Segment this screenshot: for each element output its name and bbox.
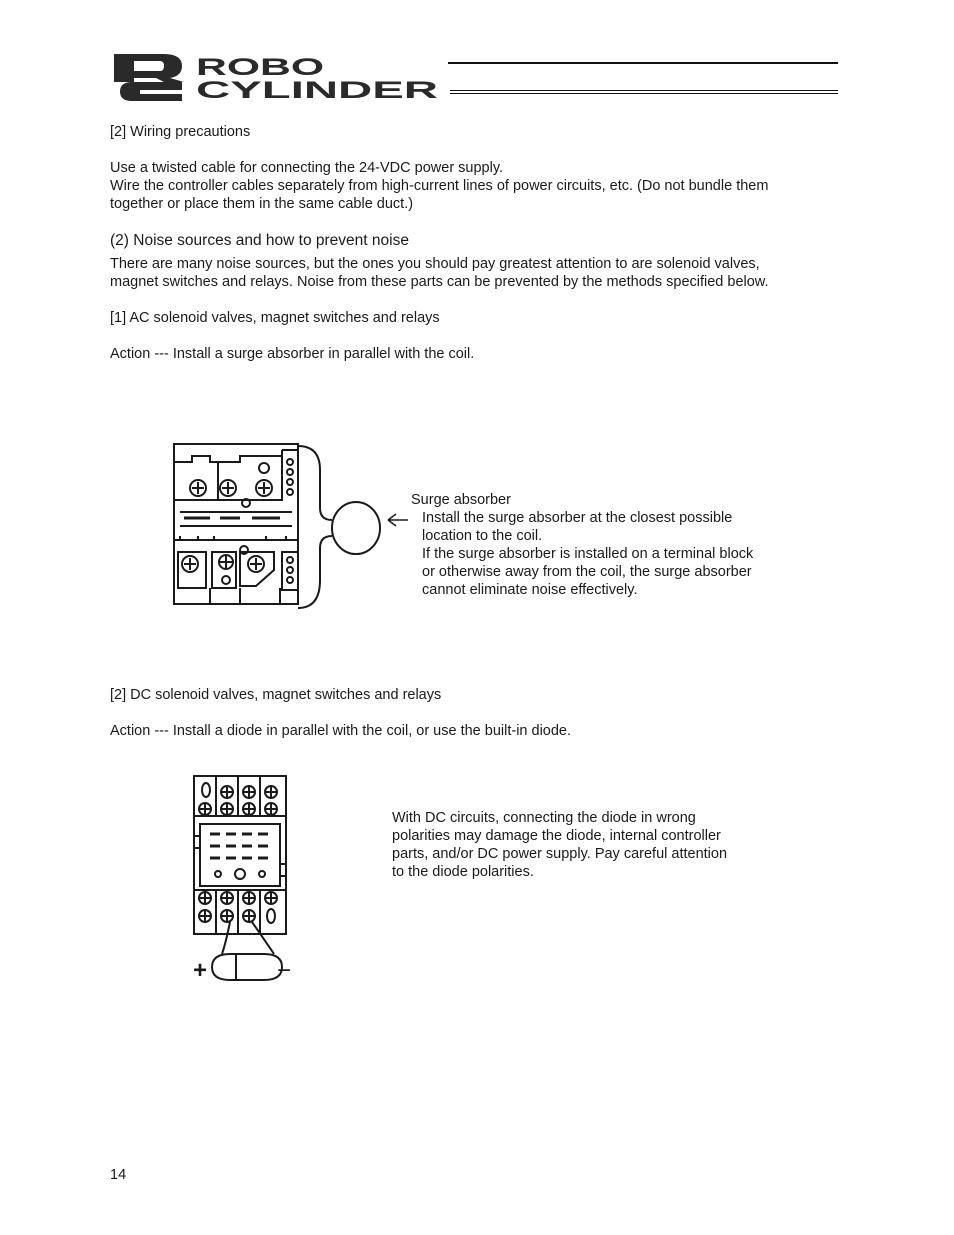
surge-absorber-note-line-3: If the surge absorber is installed on a terminal block — [422, 546, 754, 562]
ac-section-title: [1] AC solenoid valves, magnet switches and relays — [110, 310, 440, 326]
wiring-text-line-1: Use a twisted cable for connecting the 24-VDC power supply. — [110, 160, 504, 176]
minus-sign: − — [277, 957, 292, 984]
noise-text-line-1: There are many noise sources, but the ones you should pay greatest attention to are solenoid valves, — [110, 256, 760, 272]
dc-note-line-1: With DC circuits, connecting the diode in wrong — [392, 810, 696, 826]
dc-note-line-4: to the diode polarities. — [392, 864, 534, 880]
page-number: 14 — [110, 1167, 127, 1183]
surge-absorber-note-line-2: location to the coil. — [422, 528, 543, 544]
surge-absorber-note-line-1: Install the surge absorber at the closest possible — [422, 510, 733, 526]
header-rule-top — [448, 62, 838, 64]
dc-section-title: [2] DC solenoid valves, magnet switches and relays — [110, 687, 442, 703]
header-rule-double-a — [450, 90, 838, 91]
dc-note-line-2: polarities may damage the diode, internal controller — [392, 828, 721, 844]
dc-relay-with-diode-diagram — [190, 772, 300, 984]
header-rule-double-b — [450, 93, 838, 94]
wiring-text-line-2: Wire the controller cables separately from high-current lines of power circuits, etc. (Do not bundle them — [110, 178, 769, 194]
surge-absorber-note-line-5: cannot eliminate noise effectively. — [422, 582, 638, 598]
robo-cylinder-logo — [112, 52, 442, 102]
logo-text-cylinder: CYLINDER — [196, 77, 438, 102]
logo-text-robo: ROBO — [196, 54, 324, 81]
ac-relay-with-surge-absorber-diagram — [170, 440, 385, 615]
left-arrow-icon — [386, 511, 410, 529]
rc-logo-mark — [114, 54, 184, 101]
dc-note-line-3: parts, and/or DC power supply. Pay careful attention — [392, 846, 728, 862]
surge-absorber-label: Surge absorber — [411, 492, 511, 508]
wiring-precautions-title: [2] Wiring precautions — [110, 124, 251, 140]
ac-action-text: Action --- Install a surge absorber in parallel with the coil. — [110, 346, 475, 362]
wiring-text-line-3: together or place them in the same cable duct.) — [110, 196, 414, 212]
dc-action-text: Action --- Install a diode in parallel with the coil, or use the built-in diode. — [110, 723, 572, 739]
plus-sign: + — [193, 957, 208, 984]
surge-absorber-note-line-4: or otherwise away from the coil, the surge absorber — [422, 564, 752, 580]
noise-text-line-2: magnet switches and relays. Noise from these parts can be prevented by the methods specified below. — [110, 274, 769, 290]
noise-section-heading: (2) Noise sources and how to prevent noise — [110, 232, 409, 249]
